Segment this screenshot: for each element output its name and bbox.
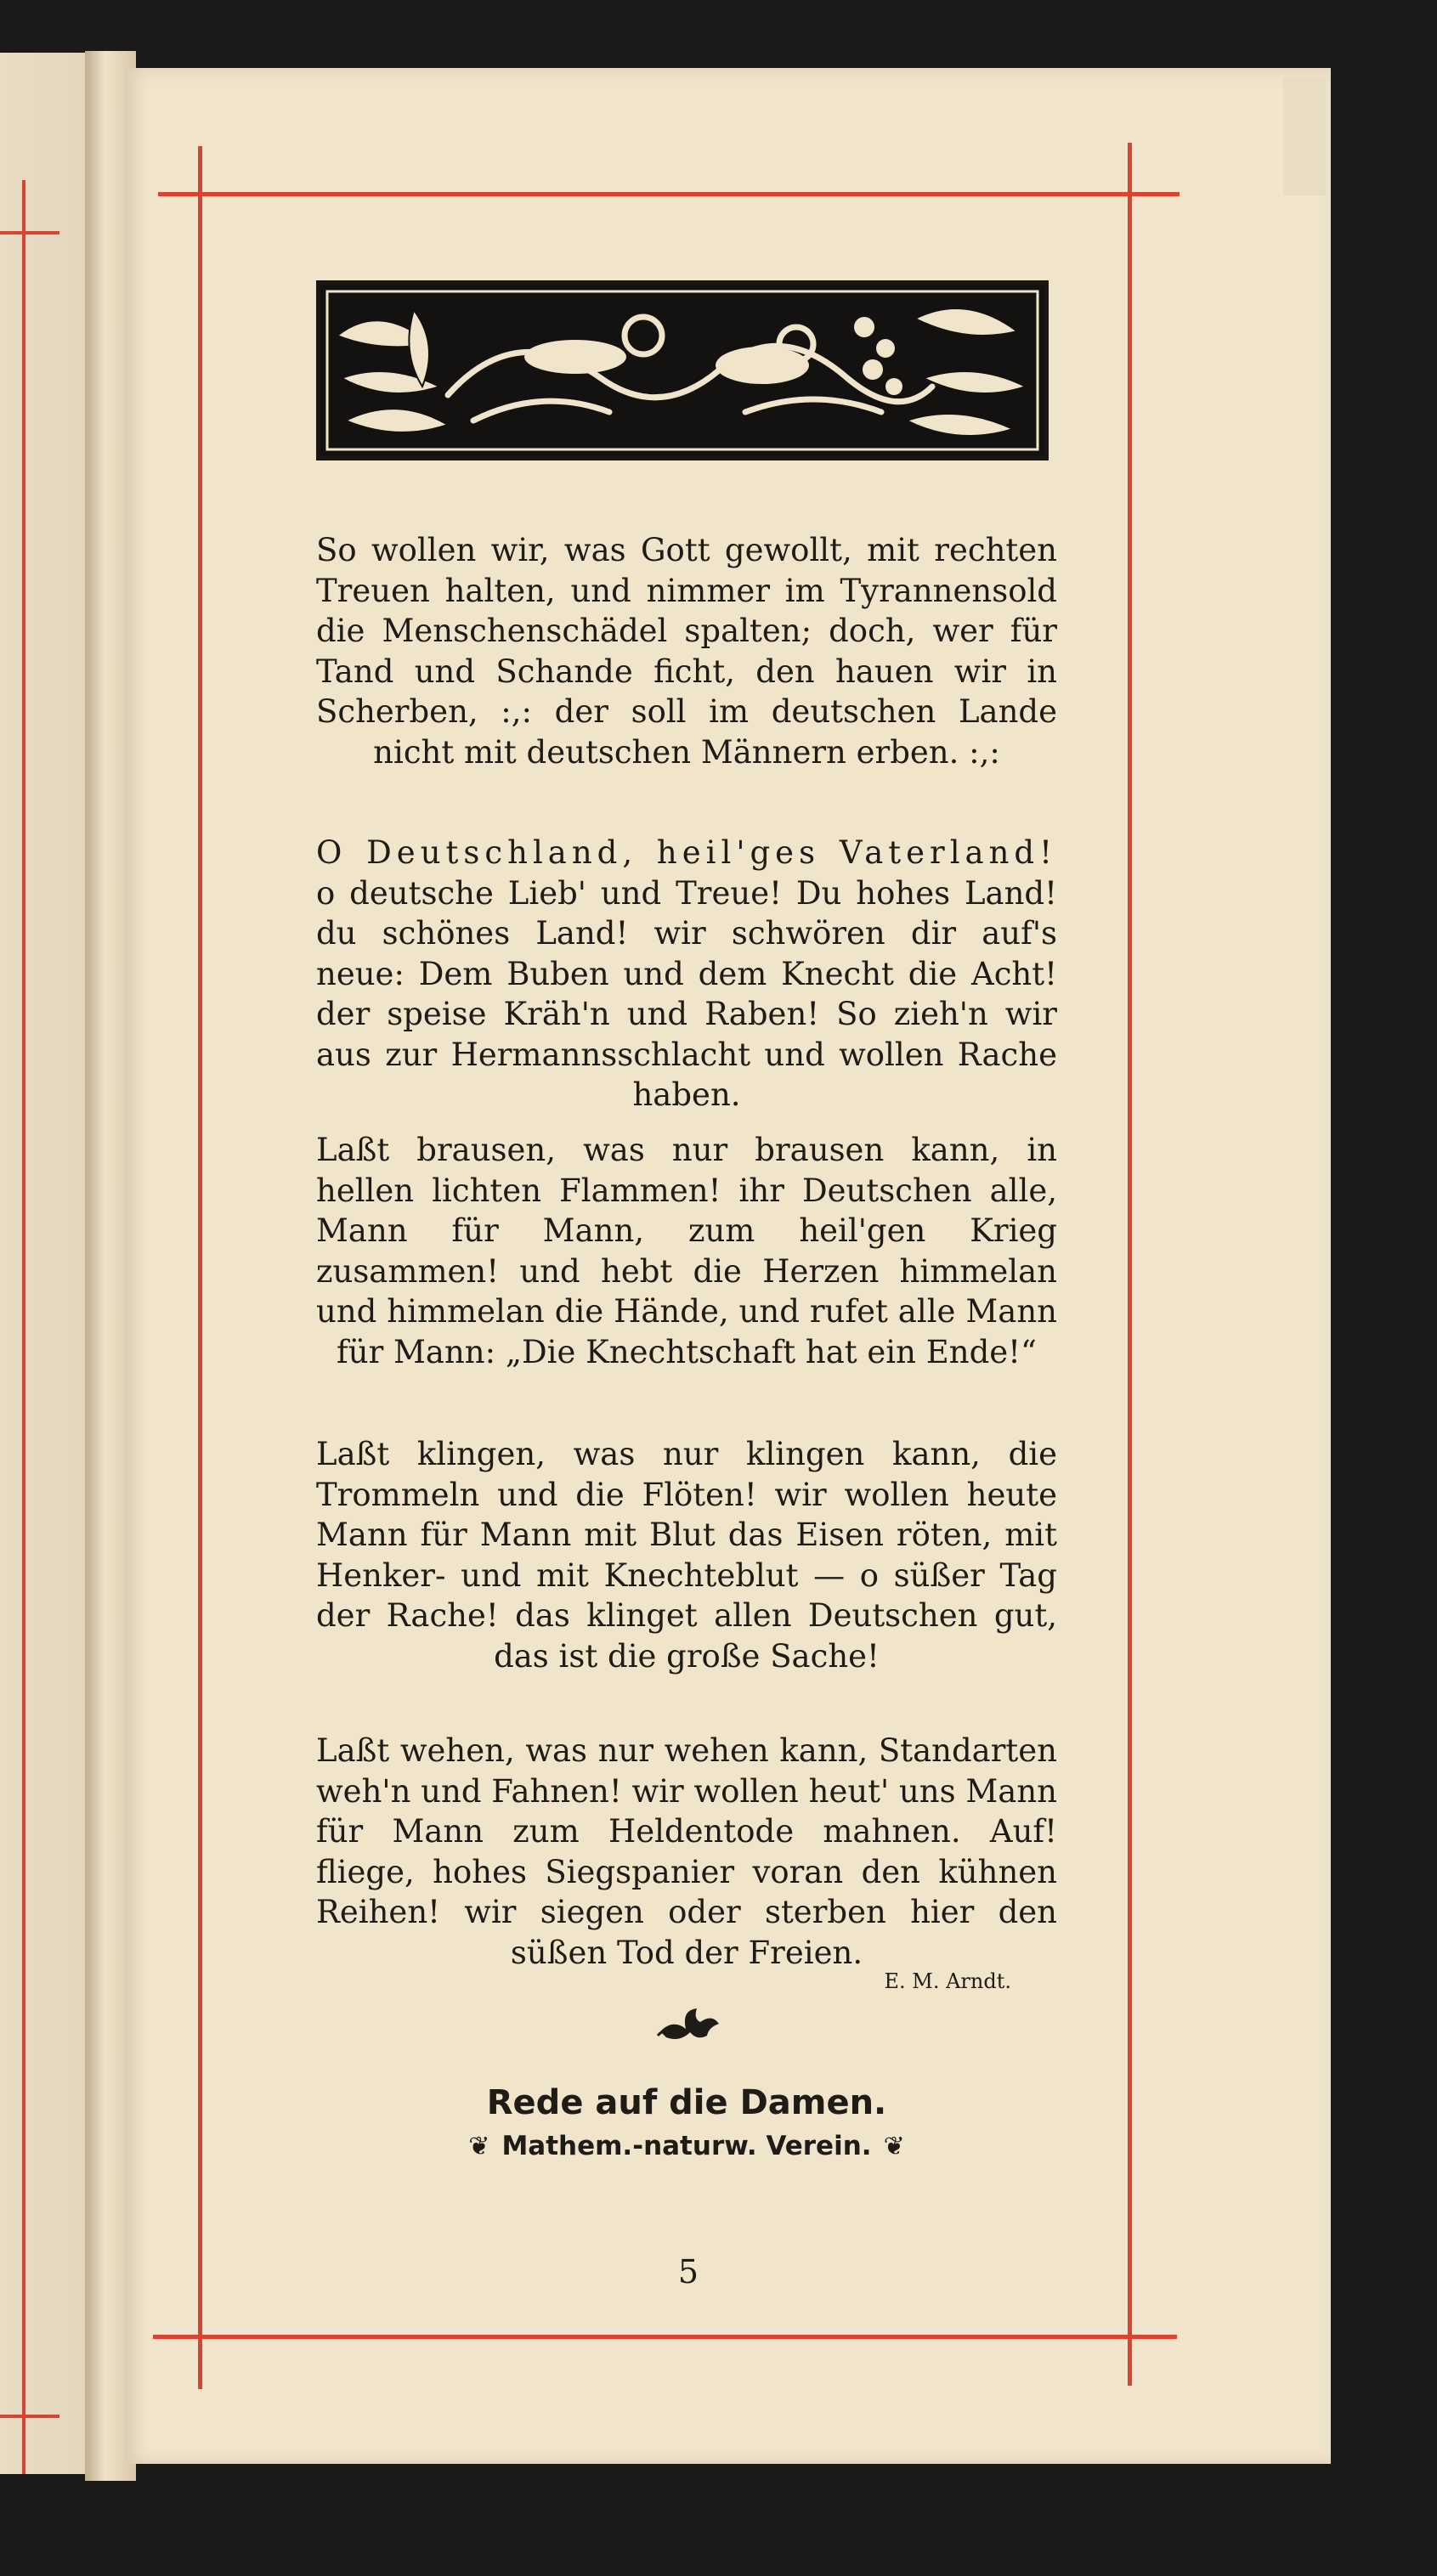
page-number: 5: [677, 2253, 699, 2291]
fleuron-icon: [656, 2002, 724, 2044]
frame-rule-left: [198, 146, 202, 2389]
stanza-text: Laßt klingen, was nur klingen kann, die Trommeln und die Flöten! wir wollen heute Mann für Mann mit Blut das Eisen röten, mit Henker- und mit Knechteblut — o süßer Tag der Rache! das klinget allen Deutschen gut, das ist die große Sache!: [316, 1436, 1057, 1675]
stanza-3: [316, 1130, 1057, 1372]
stanza-text: Laßt brausen, was nur brausen kann, in hellen lichten Flammen! ihr Deutschen alle, Mann für Mann, zum heil'gen Krieg zusammen! und hebt die Herzen himmelan und himmelan die Hände, und rufet alle Mann für Mann: „Die Knechtschaft hat ein Ende!“: [316, 1132, 1057, 1370]
leaf-ornament-icon: ❦: [468, 2132, 490, 2161]
section-subheading: [316, 2131, 1057, 2161]
left-page-rule-top: [0, 231, 59, 234]
left-page-rule: [22, 180, 25, 2474]
stanza-text: So wollen wir, was Gott gewollt, mit rechten Treuen halten, und nimmer im Tyrannensold die Menschenschädel spalten; doch, wer für Tand und Schande ficht, den hauen wir in Scherben, :,: der soll im deutschen Lande nicht mit deutschen Männern erben. :,:: [316, 532, 1057, 771]
stanza-opening-line: [316, 833, 1057, 873]
section-heading: Rede auf die Damen.: [486, 2083, 887, 2122]
spaced-heading: O Deutschland, heil'ges Vaterland!: [316, 834, 1057, 871]
stanza-text: o deutsche Lieb' und Treue! Du hohes Land! du schönes Land! wir schwören dir auf's neue: Dem Buben und dem Knecht die Acht! der speise Kräh'n und Raben! So zieh'n wir aus zur Hermannsschlacht und wollen Rache haben.: [316, 874, 1057, 1113]
stanza-5: [316, 1731, 1057, 1973]
vignette-illustration: [320, 285, 1044, 456]
stanza-1: [316, 530, 1057, 772]
frame-rule-right: [1128, 143, 1132, 2386]
subheading-text: Mathem.-naturw. Verein.: [501, 2131, 872, 2161]
left-page-rule-bottom: [0, 2415, 59, 2418]
stanza-2: [316, 833, 1057, 1116]
stanza-4: [316, 1434, 1057, 1676]
leaf-ornament-icon: ❦: [883, 2132, 905, 2161]
author-signature: E. M. Arndt.: [884, 1969, 1011, 1993]
stanza-text: Laßt wehen, was nur wehen kann, Standarten weh'n und Fahnen! wir wollen heut' uns Mann für Mann zum Heldentode mahnen. Auf! fliege, hohes Siegspanier voran den kühnen Reihen! wir siegen oder sterben hier den süßen Tod der Freien.: [316, 1732, 1057, 1971]
page-corner: [1283, 76, 1326, 195]
frame-rule-bottom: [153, 2335, 1177, 2339]
frame-rule-top: [158, 192, 1180, 196]
ornamental-vignette: [316, 280, 1049, 460]
